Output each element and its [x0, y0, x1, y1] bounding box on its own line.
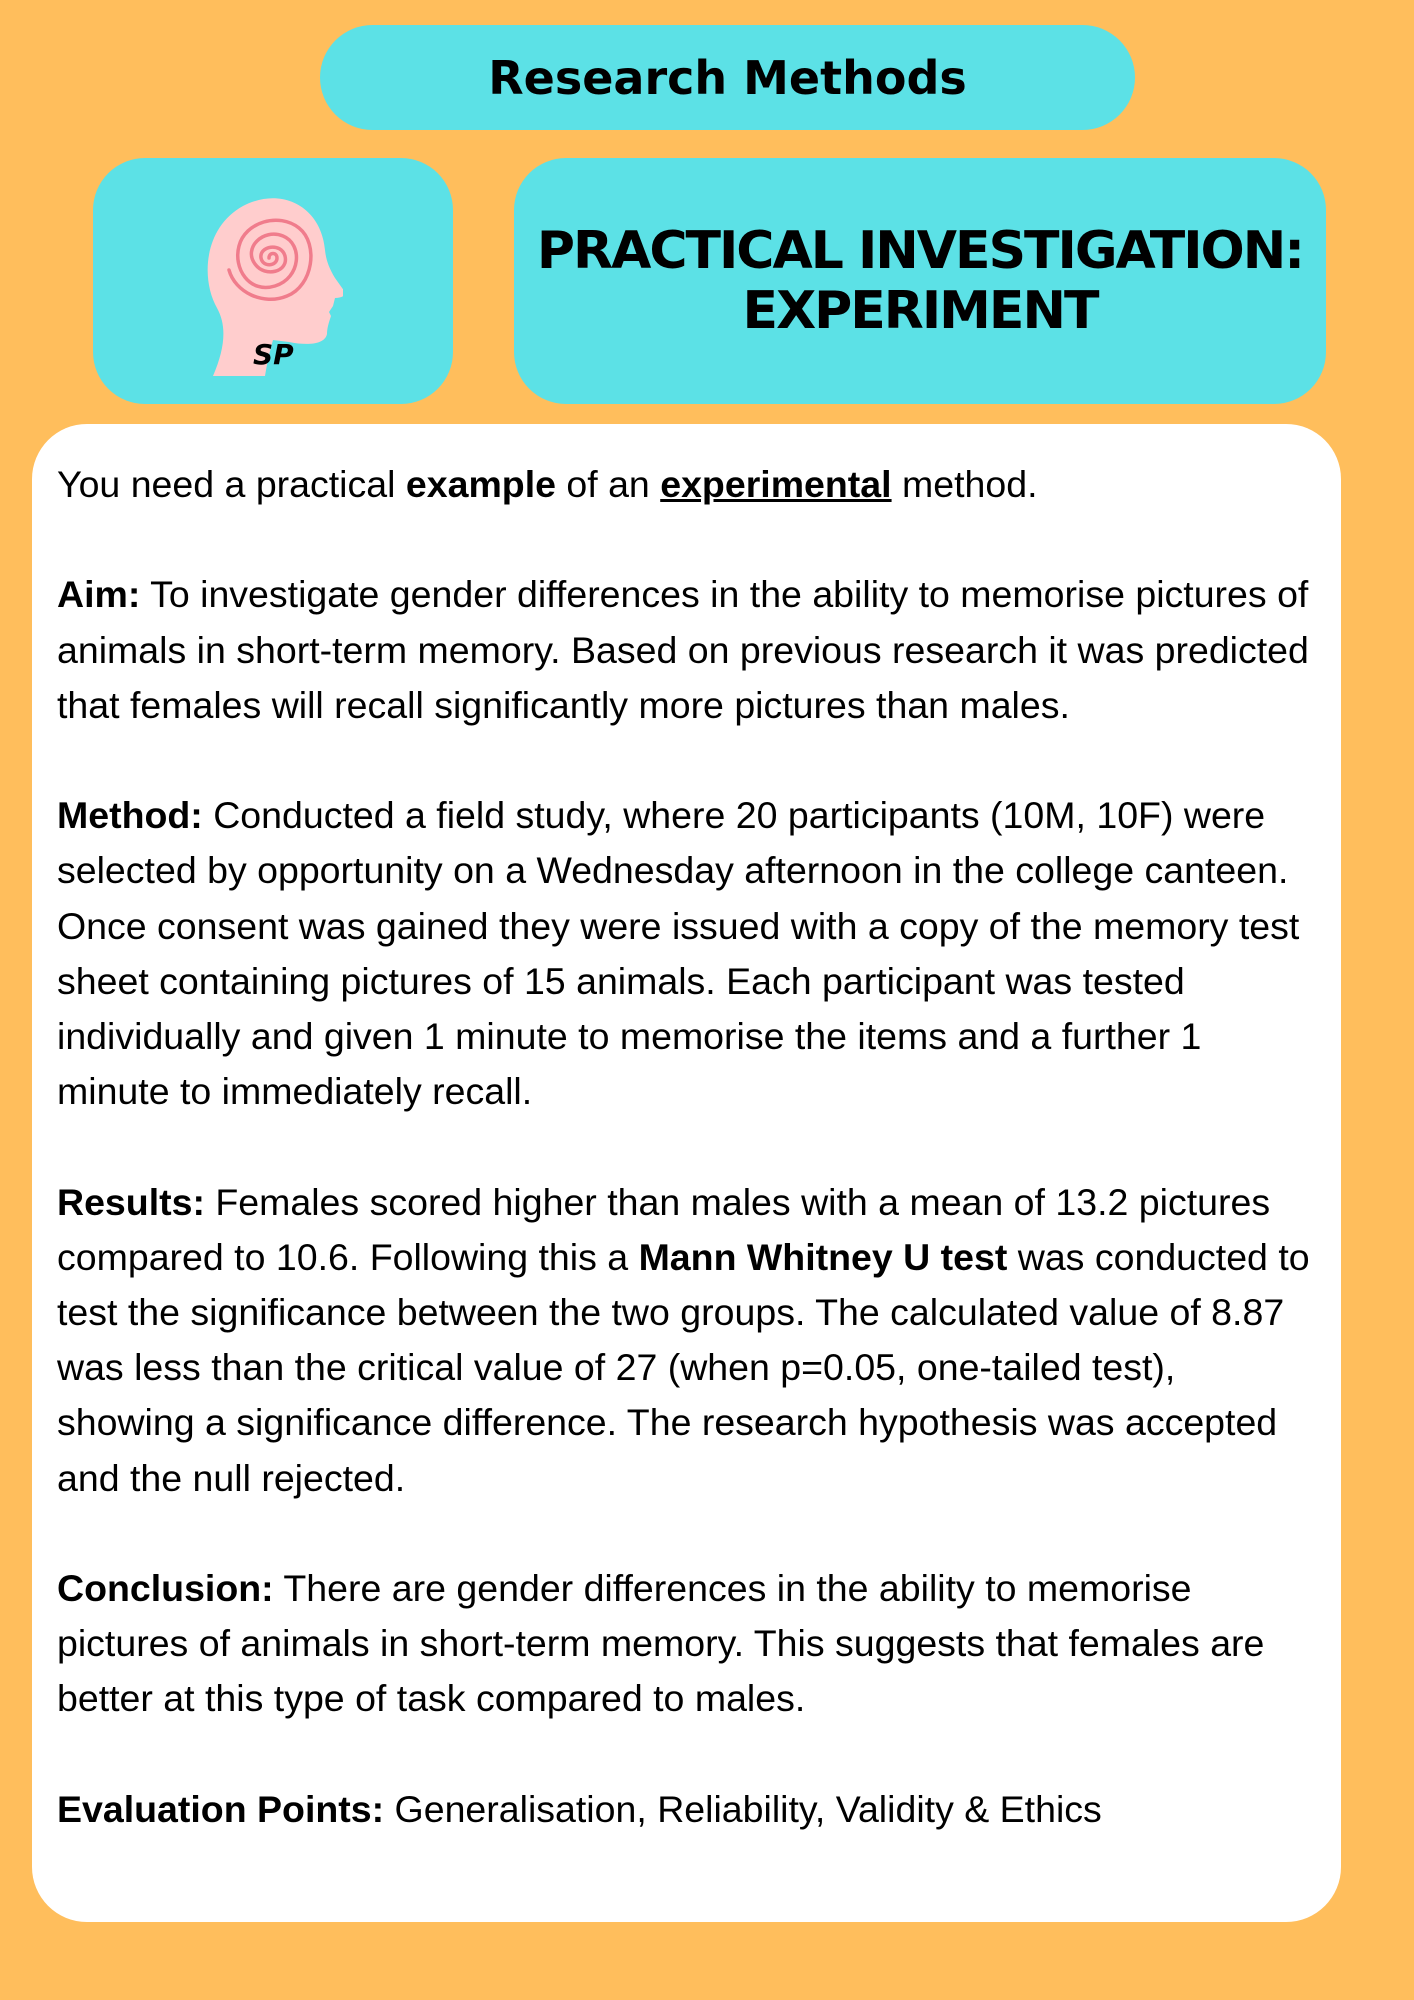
evaluation-text: Generalisation, Reliability, Validity & Ethics	[384, 1787, 1102, 1830]
aim-label: Aim:	[57, 573, 141, 616]
intro-text-3: method.	[891, 463, 1038, 505]
results-text-1: Females scored higher than males with a mean of 13.2 pictures compared to 10.6. Following this a	[57, 1180, 1271, 1278]
method-label: Method:	[57, 794, 203, 837]
head-spiral-icon	[203, 188, 343, 378]
method-paragraph	[57, 788, 1319, 1119]
heading-line-2: EXPERIMENT	[742, 281, 1098, 341]
intro-text-1: You need a practical	[57, 463, 406, 505]
heading-box	[514, 158, 1326, 404]
logo-initials: SP	[253, 338, 294, 371]
conclusion-label: Conclusion:	[57, 1567, 274, 1609]
intro-text-2: of an	[555, 463, 661, 505]
aim-text: To investigate gender differences in the ability to memorise pictures of animals in short-term memory. Based on previous research it was predicted that females will recall significantly more pictures than males.	[57, 573, 1309, 726]
page-title: Research Methods	[488, 50, 967, 105]
results-test-name: Mann Whitney U test	[638, 1235, 1008, 1278]
aim-paragraph	[57, 567, 1319, 733]
heading-line-1: PRACTICAL INVESTIGATION:	[536, 221, 1304, 281]
results-label: Results:	[57, 1180, 205, 1223]
content-panel	[32, 424, 1341, 1922]
evaluation-paragraph	[57, 1782, 1319, 1837]
results-text-2: was conducted to test the significance between the two groups. The calculated value of 8.87 was less than the critical value of 27 (when p=0.05, one-tailed test), showing a significance difference. The research hypothesis was accepted and the null rejected.	[57, 1235, 1310, 1499]
intro-bold-example: example	[405, 463, 556, 505]
method-text: Conducted a field study, where 20 participants (10M, 10F) were selected by opportunity on a Wednesday afternoon in the college canteen. Once consent was gained they were issued with a copy of the memory test sheet containing pictures of 15 animals. Each participant was tested individually and given 1 minute to memorise the items and a further 1 minute to immediately recall.	[57, 794, 1300, 1113]
intro-paragraph	[57, 457, 1319, 512]
page-title-pill	[320, 25, 1135, 130]
conclusion-paragraph	[57, 1561, 1319, 1727]
logo-box	[93, 158, 453, 404]
results-paragraph	[57, 1175, 1319, 1506]
evaluation-label: Evaluation Points:	[57, 1787, 385, 1830]
conclusion-text: There are gender differences in the ability to memorise pictures of animals in short-term memory. This suggests that females are better at this type of task compared to males.	[57, 1567, 1265, 1720]
intro-bold-experimental: experimental	[660, 463, 892, 505]
